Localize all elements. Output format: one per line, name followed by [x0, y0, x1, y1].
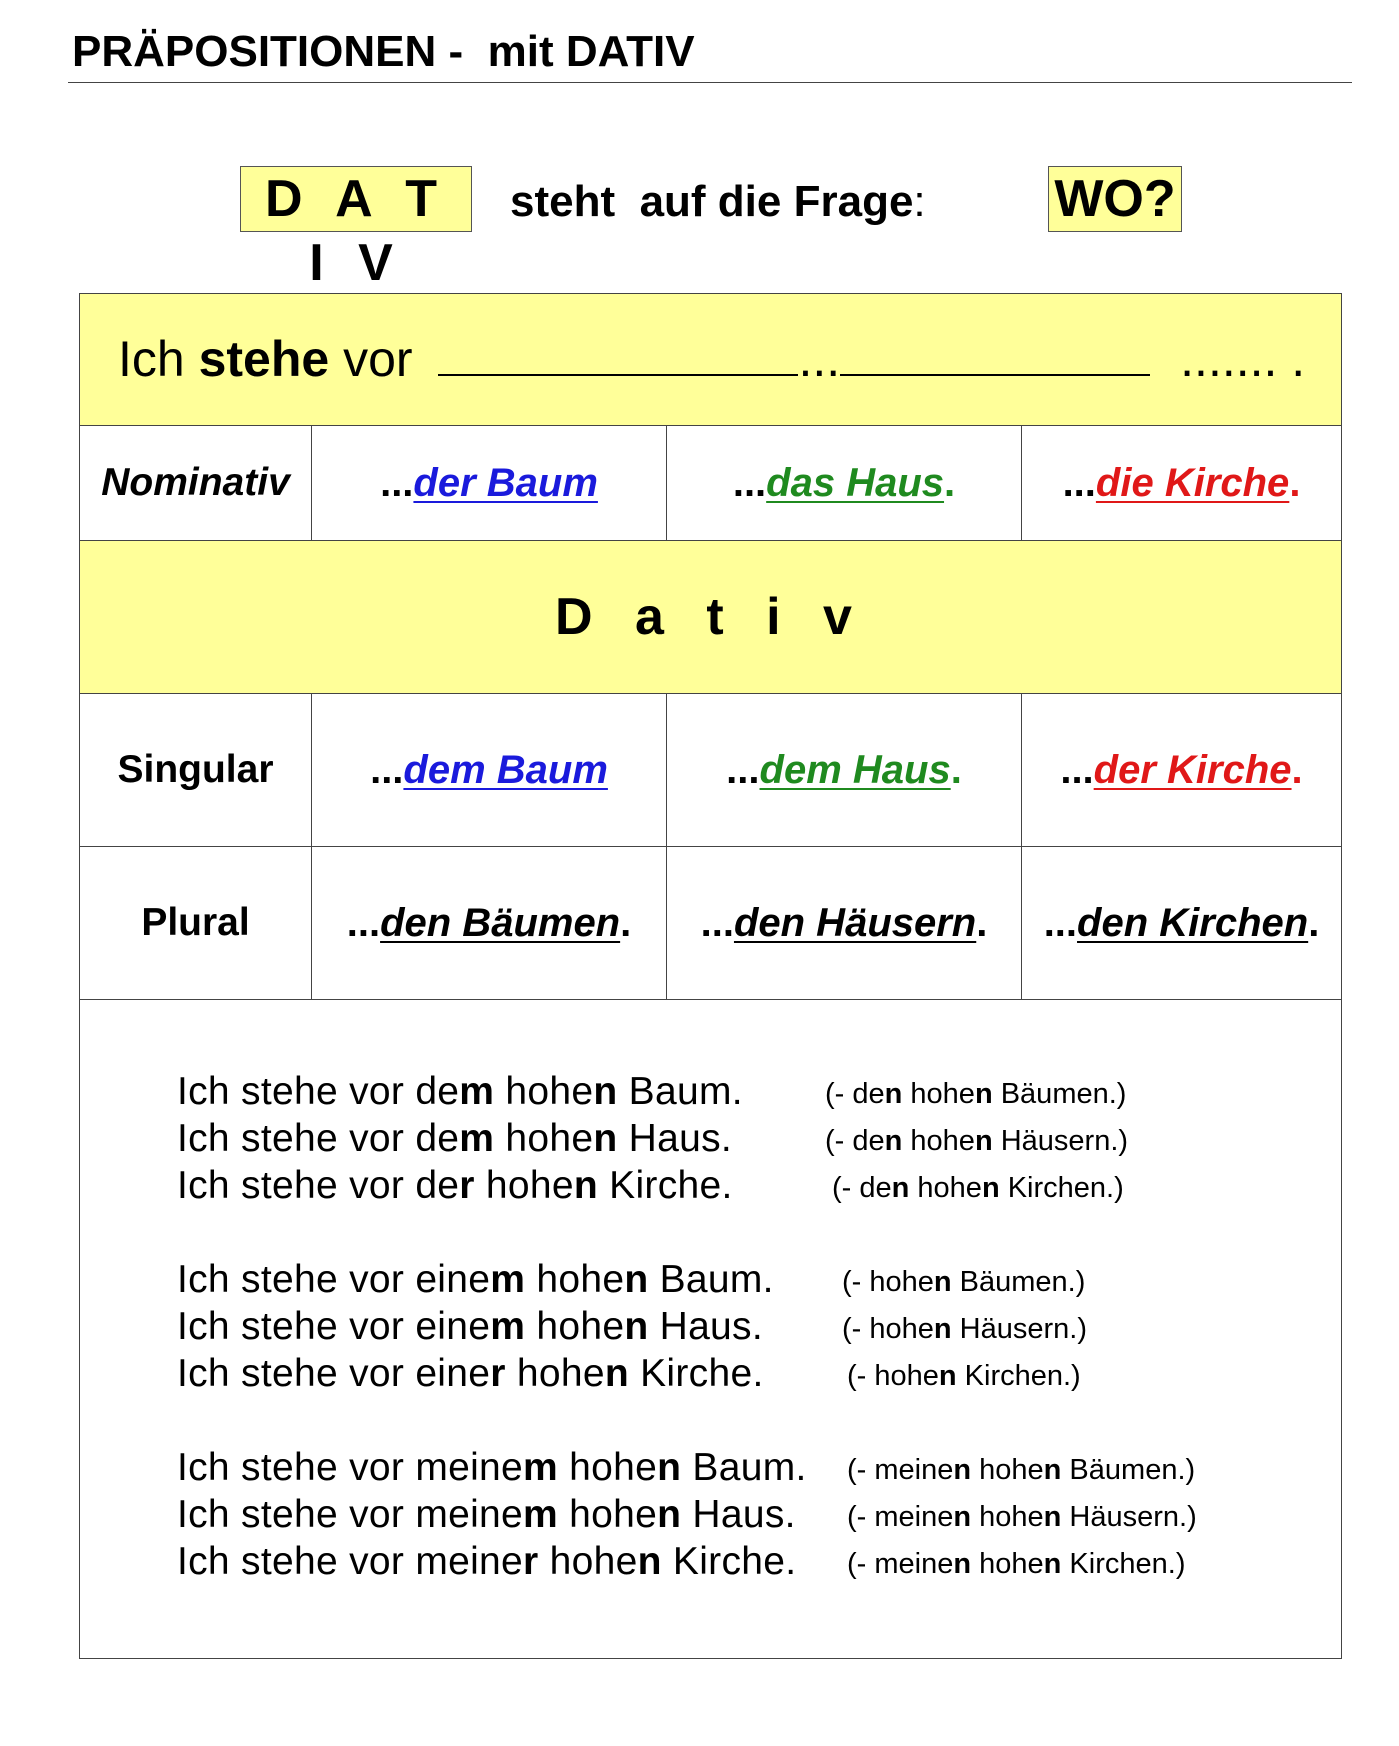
text: Kirchen.) — [956, 1360, 1081, 1392]
ending: m — [490, 1258, 526, 1301]
declension-table — [79, 293, 1342, 1659]
fill-in-sentence — [118, 324, 1305, 394]
plural-note — [832, 1168, 1124, 1208]
dots: ... — [732, 460, 767, 505]
dots: ... — [1060, 747, 1094, 792]
example-sentence — [177, 1115, 732, 1162]
nominativ-label-cell — [80, 426, 312, 540]
ending: n — [981, 1172, 1000, 1204]
nominativ-kirche: die Kirche — [1095, 460, 1290, 505]
sentence-tail-dots: ....... . — [1180, 331, 1306, 387]
blank-line-1 — [438, 334, 798, 376]
example-sentence — [177, 1068, 743, 1115]
ending: n — [593, 1070, 618, 1113]
example-line — [177, 1256, 1086, 1303]
ending: n — [573, 1164, 599, 1207]
example-line — [177, 1538, 1186, 1585]
singular-label-cell — [80, 694, 312, 846]
text: (- de — [832, 1172, 892, 1204]
dots: ... — [726, 747, 760, 792]
ending: n — [953, 1548, 972, 1580]
text: hohe — [525, 1258, 625, 1301]
sentence-row — [80, 294, 1341, 426]
text: Ich stehe vor de — [177, 1164, 460, 1207]
ending: m — [490, 1305, 526, 1348]
plural-kirche-cell — [1022, 847, 1341, 999]
example-line — [177, 1444, 1196, 1491]
ending: r — [459, 1164, 475, 1207]
text: (- hohe — [847, 1360, 939, 1392]
text: hohe — [902, 1078, 975, 1110]
ending: n — [657, 1446, 682, 1489]
examples-section — [80, 1000, 1341, 1658]
plural-note — [842, 1262, 1085, 1302]
ending: m — [459, 1070, 495, 1113]
example-group-indefinite — [177, 1256, 1087, 1397]
plural-baum: den Bäumen — [380, 900, 621, 945]
text: Kirche. — [628, 1352, 764, 1395]
plural-note — [825, 1074, 1126, 1114]
plural-note — [842, 1309, 1087, 1349]
dots: ... — [700, 900, 734, 945]
text: Haus. — [648, 1305, 763, 1348]
question-text — [510, 174, 926, 230]
ending: n — [593, 1117, 618, 1160]
example-group-definite — [177, 1068, 1129, 1209]
text: (- meine — [847, 1548, 954, 1580]
text: (- de — [825, 1078, 885, 1110]
blank-line-2 — [840, 334, 1150, 376]
plural-kirche: den Kirchen — [1077, 900, 1309, 945]
singular-haus: dem Haus — [759, 747, 951, 792]
period: . — [1308, 900, 1320, 945]
example-line — [177, 1350, 1081, 1397]
plural-row — [80, 847, 1341, 1000]
plural-note — [847, 1356, 1081, 1396]
text: Häusern.) — [951, 1313, 1087, 1345]
text: Kirchen.) — [999, 1172, 1124, 1204]
text: hohe — [494, 1117, 594, 1160]
example-sentence — [177, 1491, 796, 1538]
text: (- meine — [847, 1454, 954, 1486]
text: hohe — [558, 1446, 658, 1489]
sentence-middle-dots: ... — [798, 331, 841, 387]
text: hohe — [505, 1352, 605, 1395]
text: Ich stehe vor eine — [177, 1305, 491, 1348]
ending: n — [624, 1305, 649, 1348]
ending: n — [933, 1313, 952, 1345]
text: (- hohe — [842, 1266, 934, 1298]
nominativ-haus: das Haus — [766, 460, 945, 505]
ending: n — [938, 1360, 957, 1392]
ending: n — [953, 1454, 972, 1486]
text: Ich stehe vor meine — [177, 1540, 524, 1583]
plural-note — [825, 1121, 1128, 1161]
text: hohe — [538, 1540, 638, 1583]
ending: n — [604, 1352, 629, 1395]
text: Ich stehe vor de — [177, 1117, 460, 1160]
plural-label-cell — [80, 847, 312, 999]
nominativ-baum: der Baum — [413, 460, 598, 505]
example-line — [177, 1115, 1129, 1162]
ending: m — [523, 1493, 559, 1536]
dativ-heading-row — [80, 541, 1341, 694]
text: Ich stehe vor eine — [177, 1258, 491, 1301]
singular-label: Singular — [117, 748, 274, 791]
page-title: PRÄPOSITIONEN - mit DATIV — [72, 27, 695, 76]
period: . — [1289, 460, 1301, 505]
plural-label: Plural — [141, 901, 250, 944]
text: hohe — [971, 1548, 1044, 1580]
ending: n — [974, 1125, 993, 1157]
ending: n — [891, 1172, 910, 1204]
ending: m — [459, 1117, 495, 1160]
dots: ... — [370, 747, 404, 792]
example-sentence — [177, 1350, 764, 1397]
nominativ-kirche-cell — [1022, 426, 1341, 540]
ending: n — [1043, 1501, 1062, 1533]
example-group-possessive — [177, 1444, 1197, 1585]
question-colon: : — [913, 177, 926, 226]
text: Ich stehe vor meine — [177, 1446, 524, 1489]
ending: r — [490, 1352, 506, 1395]
text: hohe — [902, 1125, 975, 1157]
ending: n — [953, 1501, 972, 1533]
ending: r — [523, 1540, 539, 1583]
text: (- de — [825, 1125, 885, 1157]
dots: ... — [1043, 900, 1078, 945]
example-sentence — [177, 1162, 733, 1209]
example-line — [177, 1491, 1197, 1538]
ending: n — [657, 1493, 682, 1536]
wo-highlight-box: WO? — [1048, 166, 1182, 232]
text: Ich stehe vor de — [177, 1070, 460, 1113]
text: Ich stehe vor eine — [177, 1352, 491, 1395]
ending: n — [1043, 1548, 1062, 1580]
ending: n — [884, 1078, 903, 1110]
sentence-verb: stehe — [198, 331, 330, 387]
text: hohe — [909, 1172, 982, 1204]
period: . — [976, 900, 988, 945]
plural-haus: den Häusern — [733, 900, 977, 945]
plural-haus-cell — [667, 847, 1022, 999]
example-line — [177, 1303, 1087, 1350]
text: Kirche. — [661, 1540, 797, 1583]
text: hohe — [558, 1493, 658, 1536]
ending: n — [933, 1266, 952, 1298]
period: . — [620, 900, 632, 945]
plural-note — [847, 1450, 1195, 1490]
dativ-heading: D a t i v — [555, 588, 866, 646]
text: (- meine — [847, 1501, 954, 1533]
text: hohe — [525, 1305, 625, 1348]
ending: n — [974, 1078, 993, 1110]
singular-baum: dem Baum — [403, 747, 608, 792]
ending: n — [624, 1258, 649, 1301]
singular-kirche-cell — [1022, 694, 1341, 846]
singular-haus-cell — [667, 694, 1022, 846]
text: Bäumen.) — [1061, 1454, 1196, 1486]
text: Baum. — [648, 1258, 774, 1301]
plural-baum-cell — [312, 847, 667, 999]
text: Ich stehe vor meine — [177, 1493, 524, 1536]
example-line — [177, 1068, 1127, 1115]
period: . — [1291, 747, 1303, 792]
example-sentence — [177, 1444, 807, 1491]
period: . — [950, 747, 962, 792]
nominativ-row — [80, 426, 1341, 541]
plural-note — [847, 1497, 1197, 1537]
text: Kirche. — [598, 1164, 733, 1207]
text: Baum. — [617, 1070, 743, 1113]
dativ-highlight-box: D A T I V — [240, 166, 472, 232]
singular-baum-cell — [312, 694, 667, 846]
example-sentence — [177, 1256, 774, 1303]
ending: n — [1043, 1454, 1062, 1486]
example-sentence — [177, 1303, 763, 1350]
singular-kirche: der Kirche — [1093, 747, 1292, 792]
title-divider — [68, 82, 1352, 83]
ending: n — [884, 1125, 903, 1157]
text: hohe — [971, 1454, 1044, 1486]
example-sentence — [177, 1538, 796, 1585]
text: Haus. — [681, 1493, 796, 1536]
text: Häusern.) — [992, 1125, 1129, 1157]
nominativ-label: Nominativ — [101, 461, 290, 504]
sentence-subject: Ich — [118, 331, 199, 387]
ending: n — [637, 1540, 662, 1583]
text: Bäumen.) — [951, 1266, 1086, 1298]
text: Häusern.) — [1061, 1501, 1197, 1533]
text: Bäumen.) — [992, 1078, 1127, 1110]
dots: ... — [1062, 460, 1096, 505]
ending: m — [523, 1446, 559, 1489]
sentence-prep: vor — [329, 331, 427, 387]
text: hohe — [494, 1070, 594, 1113]
question-line — [0, 160, 1399, 292]
text: Baum. — [681, 1446, 807, 1489]
dots: ... — [380, 460, 414, 505]
text: Kirchen.) — [1061, 1548, 1186, 1580]
plural-note — [847, 1544, 1185, 1584]
text: hohe — [474, 1164, 574, 1207]
question-phrase: steht auf die Frage — [510, 177, 914, 226]
singular-row — [80, 694, 1341, 847]
nominativ-baum-cell — [312, 426, 667, 540]
example-line — [177, 1162, 1124, 1209]
text: (- hohe — [842, 1313, 934, 1345]
period: . — [944, 460, 956, 505]
text: Haus. — [617, 1117, 733, 1160]
nominativ-haus-cell — [667, 426, 1022, 540]
text: hohe — [971, 1501, 1044, 1533]
dots: ... — [346, 900, 381, 945]
